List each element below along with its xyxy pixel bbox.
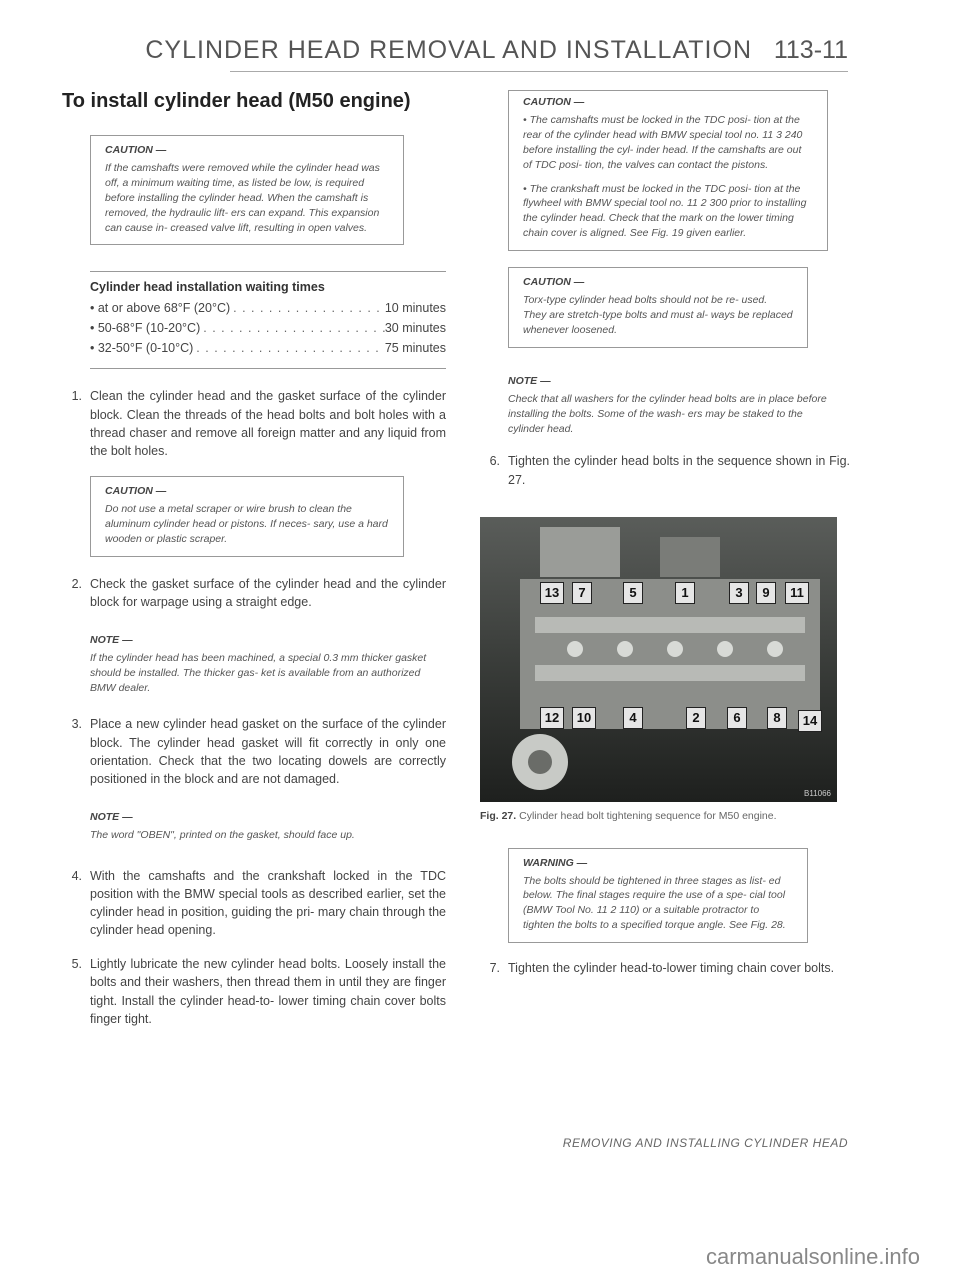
step-4 [62,867,446,940]
figure-caption-text: Cylinder head bolt tightening sequence for M50 engine. [519,809,777,822]
page-header [0,36,960,76]
step-text: With the camshafts and the crankshaft locked in the TDC position with the BMW special tools as described earlier, set the cylinder head in position, guiding the pri- mary chain through the cylinder head opening. [90,868,446,938]
bolt-label-top: 3 [729,582,749,604]
waiting-temp: • 32-50°F (0-10°C) [90,341,194,356]
step-5 [62,955,446,1028]
chapter-title: CYLINDER HEAD REMOVAL AND INSTALLATION [145,36,752,64]
waiting-time: 10 minutes [384,301,446,316]
warning-label: WARNING — [523,856,588,869]
bolt-label-bottom: 8 [767,707,787,729]
caution-label: CAUTION — [523,96,585,108]
step-text: Tighten the cylinder head-to-lower timing chain cover bolts. [508,961,835,976]
step-number: 5. [71,957,82,972]
note-text: If the cylinder head has been machined, a special 0.3 mm thicker gasket should be installed. The thicker gas- ket is available from an authorized BMW dealer. [90,651,427,694]
note-machined [62,633,446,696]
note-oben [62,810,446,843]
caution-text: If the camshafts were removed while the cylinder head was off, a minimum waiting time, as listed be low, is required before installing the cylinder head. When the camshaft is removed, the hydraulic lift- ers can expand. This expansion can cause in- creased valve lift, resulting in open valves. [105,161,380,234]
step-2 [62,575,446,611]
left-column [62,90,446,1028]
caution-box-scraper [90,476,404,557]
waiting-row [90,318,446,338]
step-number: 6. [489,454,500,469]
step-3 [62,715,446,788]
section-heading: To install cylinder head (M50 engine) [62,90,411,112]
caution-label: CAUTION — [105,144,167,156]
warning-text: The bolts should be tightened in three stages as list- ed below. The final stages require the use of a spe- cial tool (BMW Tool No. 11 2 110) or a suitable protractor to tighten the bolts to a specified torque angle. See Fig. 28. [523,874,786,932]
note-text: The word "OBEN", printed on the gasket, should face up. [90,828,355,841]
bolt-label-bottom: 4 [623,707,643,729]
bolt-label-top: 9 [756,582,776,604]
caution-label: CAUTION — [523,276,585,289]
note-label: NOTE — [508,374,551,387]
step-number: 1. [71,389,82,404]
waiting-times-title: Cylinder head installation waiting times [90,280,325,295]
step-text: Check the gasket surface of the cylinder head and the cylinder block for warpage using a straight edge. [90,576,446,609]
figure-number: Fig. 27. [480,809,517,822]
step-number: 3. [71,717,82,732]
bolt-label-top: 5 [623,582,643,604]
right-column [480,90,850,977]
caution-text: • The crankshaft must be locked in the TDC posi- tion at the flywheel with BMW special tool no. 11 2 300 prior to installing the cylinder head. Check that the mark on the lower timing chain cover is aligned. See Fig. 19 given earlier. [523,182,807,240]
caution-text: Do not use a metal scraper or wire brush to clean the aluminum cylinder head or pistons. If neces- sary, use a hard wooden or plastic scraper. [105,502,388,545]
bolt-label-top: 11 [785,582,809,604]
note-label: NOTE — [90,810,133,823]
engine-photo-graphic [480,517,837,802]
step-text: Lightly lubricate the new cylinder head bolts. Loosely install the bolts and their washers, then thread them in until they are finger tight. Install the cylinder head-to- lower timing chain cover bolts finger tight. [90,957,446,1026]
bolt-label-bottom: 2 [686,707,706,729]
bolt-label-top: 13 [540,582,564,604]
step-number: 7. [489,961,500,976]
bolt-label-bottom: 12 [540,707,564,729]
bolt-label-top: 7 [572,582,592,604]
page-footer: REMOVING AND INSTALLING CYLINDER HEAD [562,1136,848,1150]
step-6 [480,452,850,488]
waiting-time: 75 minutes [384,341,446,356]
waiting-temp: • at or above 68°F (20°C) [90,301,231,316]
bolt-label-bottom: 10 [572,707,596,729]
warning-box [508,848,808,944]
page-number: 113-11 [773,36,848,64]
step-text: Place a new cylinder head gasket on the surface of the cylinder block. The cylinder head gasket will fit correctly in only one orientation. Check that the two locating dowels are correctly positioned in the block and are not damaged. [90,717,446,786]
note-washers [480,374,850,437]
note-text: Check that all washers for the cylinder head bolts are in place before installing the bolts. Some of the wash- ers may be staked to the cylinder head. [508,392,827,435]
bolt-label-bottom: 6 [727,707,747,729]
waiting-row [90,338,446,358]
step-number: 4. [71,868,82,883]
waiting-time: 30 minutes [384,321,446,336]
note-label: NOTE — [90,633,133,646]
caution-box-tdc [508,90,828,251]
step-1 [62,387,446,460]
caution-box-torx [508,267,808,348]
figure-caption [480,810,850,822]
bolt-label-bottom: 14 [798,710,822,732]
step-text: Clean the cylinder head and the gasket surface of the cylinder block. Clean the threads of the head bolts and bolt holes with a thread chaser and remove all foreign matter and any liquid from the bolt holes. [90,389,446,458]
step-number: 2. [71,576,82,591]
caution-box-waiting [90,135,404,245]
figure-code: B11066 [804,788,831,798]
engine-photo [480,517,837,802]
waiting-row [90,298,446,318]
waiting-times-table [90,271,446,369]
caution-label: CAUTION — [105,484,167,497]
header-rule [230,71,848,72]
caution-text: Torx-type cylinder head bolts should not be re- used. They are stretch-type bolts and must al- ways be replaced whenever loosened. [523,294,793,336]
waiting-temp: • 50-68°F (10-20°C) [90,321,201,336]
watermark: carmanualsonline.info [705,1244,920,1269]
step-text: Tighten the cylinder head bolts in the sequence shown in Fig. 27. [508,454,850,487]
caution-text: • The camshafts must be locked in the TDC posi- tion at the rear of the cylinder head with BMW special tool no. 11 3 240 before installing the cyl- inder head. If the camshafts are out of TDC posi- tion, the valves can contact the pistons. [523,113,803,171]
step-7 [480,959,850,977]
bolt-label-top: 1 [675,582,695,604]
